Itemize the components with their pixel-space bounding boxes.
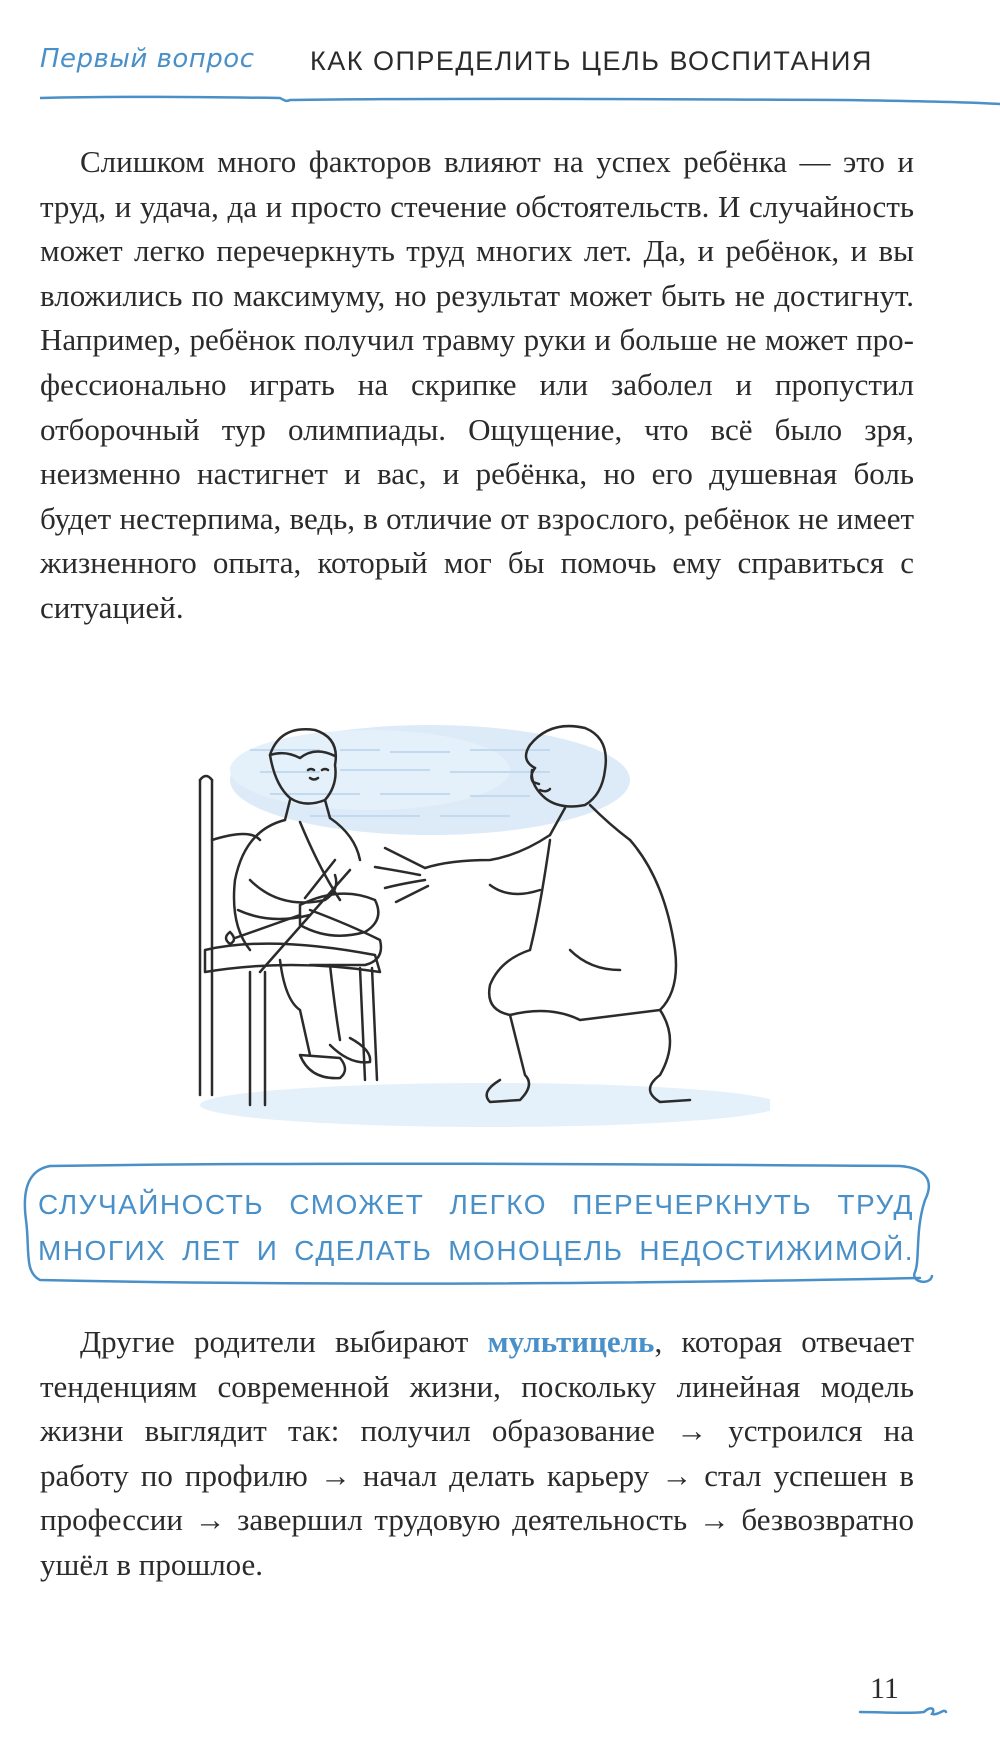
- header-chapter-title: КАК ОПРЕДЕЛИТЬ ЦЕЛЬ ВОСПИТАНИЯ: [310, 46, 873, 76]
- callout-box: [20, 1160, 940, 1290]
- body-paragraph-1: [40, 140, 914, 631]
- body-paragraph-2-after: , которая отвечает тенденциям современной жизни, поскольку линейная модель жизни выглядит так: получил образование → устроился на работу по профилю → начал делать карьеру → стал успешен в профессии → завершил трудовую деятельность → безвозвратно ушёл в прошлое.: [40, 1324, 914, 1582]
- boy-with-injured-arm-and-adult-illustration: [190, 710, 770, 1130]
- page-number: 11: [870, 1672, 899, 1705]
- header-underline: [40, 92, 1000, 112]
- body-paragraph-2: [40, 1320, 914, 1588]
- body-paragraph-2-before: Другие родители выбирают: [80, 1324, 488, 1359]
- body-paragraph-1-text: Слишком много факторов влияют на успех ребёнка — это и труд, и удача, да и просто стечение обстоятельств. И случайность может легко перечеркнуть труд многих лет. Да, и ребёнок, и вы вложились по максимуму, но результат может быть не достигнут. Например, ребёнок получил травму руки и больше не может профессионально играть на скрипке или заболел и пропустил отборочный тур олимпиады. Ощущение, что всё было зря, неизменно настигнет и вас, и ребёнка, но его душевная боль будет нестерпима, ведь, в отличие от взрослого, ребёнок не имеет жизненного опыта, который мог бы помочь ему справиться с ситуацией.: [40, 144, 914, 625]
- page-number-swash: [858, 1700, 948, 1720]
- watercolor-wash: [200, 725, 770, 1127]
- running-header: [40, 44, 1000, 104]
- callout-text: СЛУЧАЙНОСТЬ СМОЖЕТ ЛЕГКО ПЕРЕЧЕРКНУТЬ ТРУД МНОГИХ ЛЕТ И СДЕЛАТЬ МОНОЦЕЛЬ НЕДОСТИЖИМОЙ.: [38, 1189, 914, 1266]
- header-section-label: Первый вопрос: [40, 44, 255, 74]
- highlight-term: мультицель: [487, 1324, 655, 1359]
